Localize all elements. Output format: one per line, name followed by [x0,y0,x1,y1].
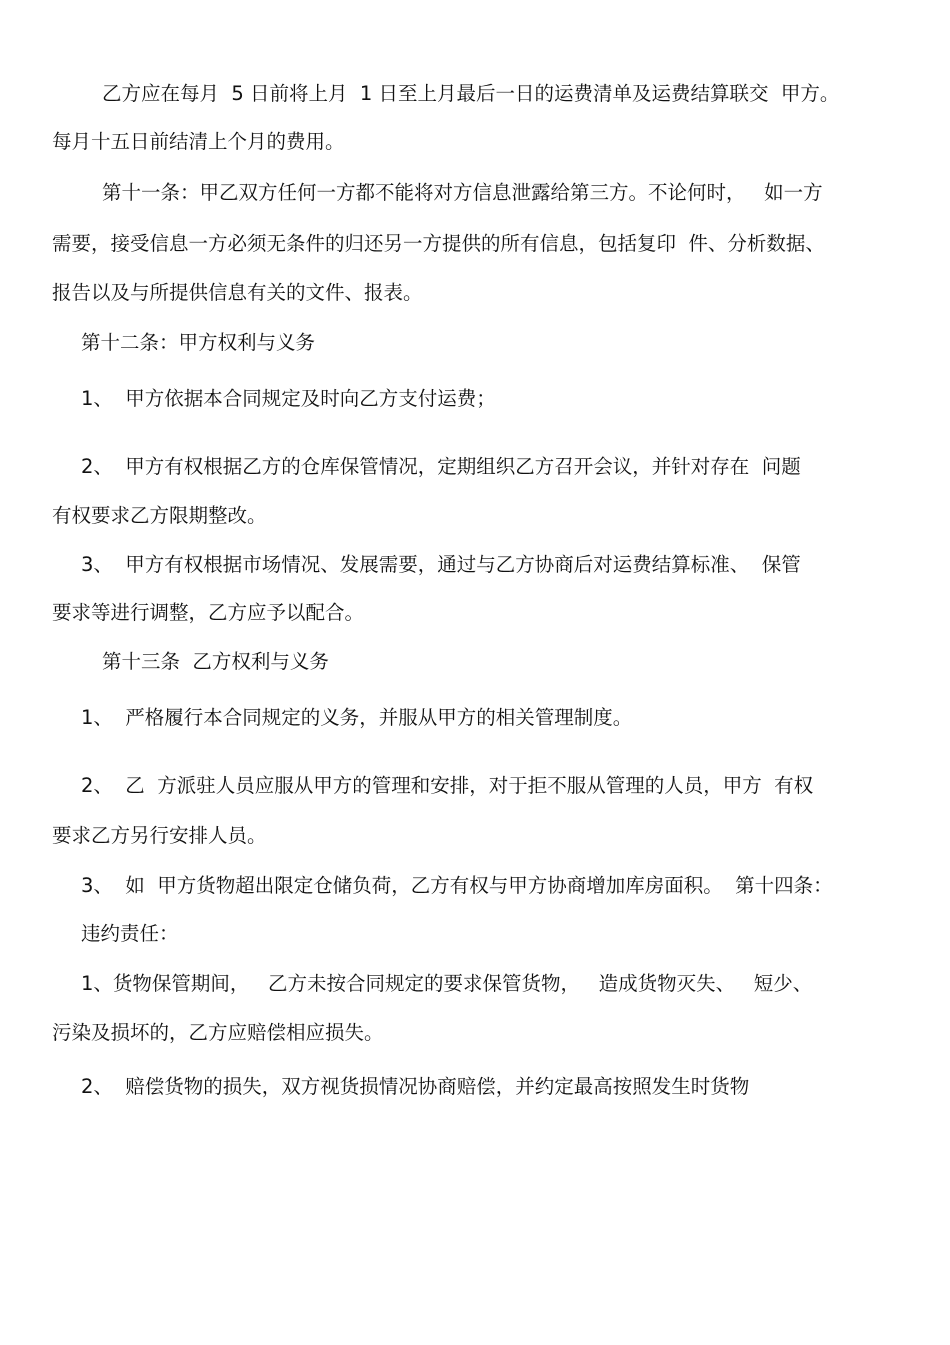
list-item: 1、 甲方依据本合同规定及时向乙方支付运费； [81,387,496,410]
list-item: 1、 严格履行本合同规定的义务，并服从甲方的相关管理制度。 [81,706,633,729]
text-line: 需要，接受信息一方必须无条件的归还另一方提供的所有信息，包括复印 件、分析数据、 [52,232,825,255]
list-item: 2、 赔偿货物的损失，双方视货损情况协商赔偿，并约定最高按照发生时货物 [81,1075,750,1098]
section-heading: 第十二条：甲方权利与义务 [81,331,316,354]
list-item: 2、 甲方有权根据乙方的仓库保管情况，定期组织乙方召开会议，并针对存在 问题 [81,455,801,478]
text-line: 要求等进行调整，乙方应予以配合。 [52,601,365,624]
list-item: 3、 如 甲方货物超出限定仓储负荷，乙方有权与甲方协商增加库房面积。 第十四条： [81,874,833,897]
text-line: 污染及损坏的，乙方应赔偿相应损失。 [52,1021,384,1044]
text-line: 每月十五日前结清上个月的费用。 [52,130,345,153]
section-heading: 第十三条 乙方权利与义务 [102,650,329,673]
list-item: 2、 乙 方派驻人员应服从甲方的管理和安排，对于拒不服从管理的人员，甲方 有权 [81,774,814,797]
text-line: 乙方应在每月 5 日前将上月 1 日至上月最后一日的运费清单及运费结算联交 甲方。 [102,82,840,105]
text-line: 报告以及与所提供信息有关的文件、报表。 [52,281,423,304]
list-item: 3、 甲方有权根据市场情况、发展需要，通过与乙方协商后对运费结算标准、 保管 [81,553,801,576]
list-item: 1、货物保管期间， 乙方未按合同规定的要求保管货物， 造成货物灭失、 短少、 [81,972,813,995]
text-line: 要求乙方另行安排人员。 [52,824,267,847]
section-heading: 违约责任： [81,922,179,945]
text-line: 第十一条：甲乙双方任何一方都不能将对方信息泄露给第三方。不论何时， 如一方 [102,181,823,204]
text-line: 有权要求乙方限期整改。 [52,504,267,527]
